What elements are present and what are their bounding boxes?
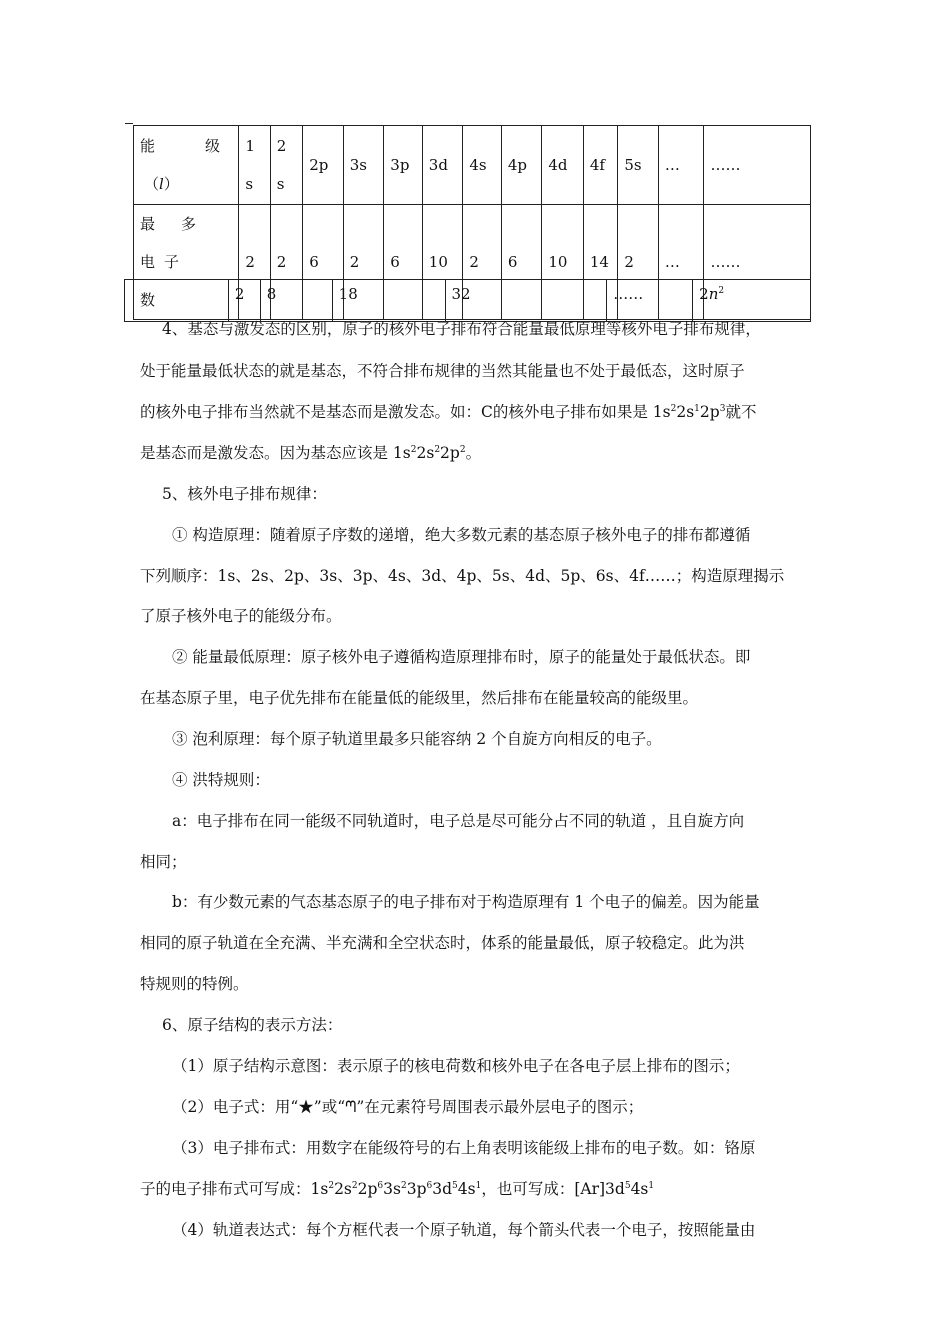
header-char: ） — [163, 175, 179, 193]
header-char: 电子数 — [140, 253, 189, 309]
cell-4p: 4p — [501, 126, 542, 205]
section-heading: 5、核外电子排布规律： — [162, 485, 327, 503]
paragraph-line: ③ 泡利原理：每个原子轨道里最多只能容纳 2 个自旋方向相反的电子。 — [172, 730, 662, 748]
cell-value: 2 — [618, 205, 659, 320]
cell-2p: 2p — [303, 126, 344, 205]
header-char: 多 — [180, 215, 196, 233]
cell-value: 18 — [332, 280, 445, 322]
cell-3d: 3d — [422, 126, 463, 205]
cell-4f: 4f — [583, 126, 617, 205]
shell-capacity-table — [124, 279, 811, 322]
table-corner-mark — [125, 123, 133, 124]
table-row-shell-capacity — [125, 280, 811, 322]
paragraph-line: （3）电子排布式：用数字在能级符号的右上角表明该能级上排布的电子数。如：铬原 — [172, 1139, 756, 1157]
cell-3s: 3s — [343, 126, 384, 205]
cell-value: 32 — [445, 280, 607, 322]
header-char: （ — [144, 175, 160, 193]
section-heading: 6、原子结构的表示方法： — [162, 1016, 343, 1034]
paragraph-line: a：电子排布在同一能级不同轨道时，电子总是尽可能分占不同的轨道 ，且自旋方向 — [172, 812, 745, 830]
cell-value: 10 — [542, 205, 584, 320]
paragraph-line: 4、基态与激发态的区别，原子的核外电子排布符合能量最低原理等核外电子排布规律， — [162, 320, 761, 338]
cell-5s: 5s — [618, 126, 659, 205]
paragraph-line: （1）原子结构示意图：表示原子的核电荷数和核外电子在各电子层上排布的图示； — [172, 1057, 740, 1075]
cell-value: 2 — [239, 205, 270, 320]
header-char: l — [159, 175, 164, 193]
paragraph-line: 是基态而是激发态。因为基态应该是 $1s^22s^22p^2$。 — [140, 444, 482, 462]
cell-formula: $2n^2$ — [693, 280, 811, 322]
cell-value: …… — [704, 205, 811, 320]
cell-value: 10 — [422, 205, 463, 320]
cell-4s: 4s — [463, 126, 502, 205]
cell-value: 8 — [260, 280, 332, 322]
paragraph-line: b：有少数元素的气态基态原子的电子排布对于构造原理有 1 个电子的偏差。因为能量 — [172, 893, 760, 911]
table-row-levels — [134, 126, 811, 205]
header-char: 能 — [140, 137, 156, 155]
paragraph-line: 的核外电子排布当然就不是基态而是激发态。如：C的核外电子排布如果是 $1s^22s^12p^3$就不 — [140, 403, 757, 421]
cell-empty — [125, 280, 229, 322]
paragraph-line: ④ 洪特规则： — [172, 771, 270, 789]
paragraph-line: 下列顺序：1s、2s、2p、3s、3p、4s、3d、4p、5s、4d、5p、6s、4f……；构造原理揭示 — [140, 567, 785, 585]
cell-value: 14 — [583, 205, 617, 320]
cell-1s: 1 s — [239, 126, 270, 205]
paragraph-line: 处于能量最低状态的就是基态，不符合排布规律的当然其能量也不处于最低态，这时原子 — [140, 362, 745, 380]
cell-ellipsis-long: …… — [704, 126, 811, 205]
paragraph-line: 了原子核外电子的能级分布。 — [140, 607, 342, 625]
cell-2s: 2 s — [270, 126, 302, 205]
paragraph-line: ① 构造原理：随着原子序数的递增，绝大多数元素的基态原子核外电子的排布都遵循 — [172, 526, 751, 544]
paragraph-line: 相同的原子轨道在全充满、半充满和全空状态时，体系的能量最低，原子较稳定。此为洪 — [140, 934, 745, 952]
row-header-energy-level — [134, 126, 239, 205]
cell-value: 6 — [501, 205, 542, 320]
paragraph-line: 特规则的特例。 — [140, 975, 249, 993]
paragraph-line: 相同； — [140, 853, 187, 871]
cell-value: … — [658, 205, 704, 320]
cell-value: 2 — [343, 205, 384, 320]
header-char: 最 — [140, 215, 156, 233]
header-char: 级 — [204, 137, 220, 155]
cell-ellipsis: … — [658, 126, 704, 205]
cell-4d: 4d — [542, 126, 584, 205]
cell-value: …… — [607, 280, 693, 322]
paragraph-line: 在基态原子里，电子优先排布在能量低的能级里，然后排布在能量较高的能级里。 — [140, 689, 699, 707]
paragraph-line: （4）轨道表达式：每个方框代表一个原子轨道，每个箭头代表一个电子，按照能量由 — [172, 1221, 756, 1239]
paragraph-line: （2）电子式：用“★”或“ᘉ”在元素符号周围表示最外层电子的图示； — [172, 1098, 644, 1116]
cell-value: 6 — [384, 205, 423, 320]
cell-3p: 3p — [384, 126, 423, 205]
paragraph-line: 子的电子排布式可写成：$1s^22s^22p^63s^23p^63d^54s^1$，也可写成：$[Ar]3d^54s^1$ — [140, 1180, 655, 1198]
cell-value: 6 — [303, 205, 344, 320]
cell-value: 2 — [270, 205, 302, 320]
cell-value: 2 — [228, 280, 260, 322]
paragraph-line: ② 能量最低原理：原子核外电子遵循构造原理排布时，原子的能量处于最低状态。即 — [172, 648, 751, 666]
cell-value: 2 — [463, 205, 502, 320]
